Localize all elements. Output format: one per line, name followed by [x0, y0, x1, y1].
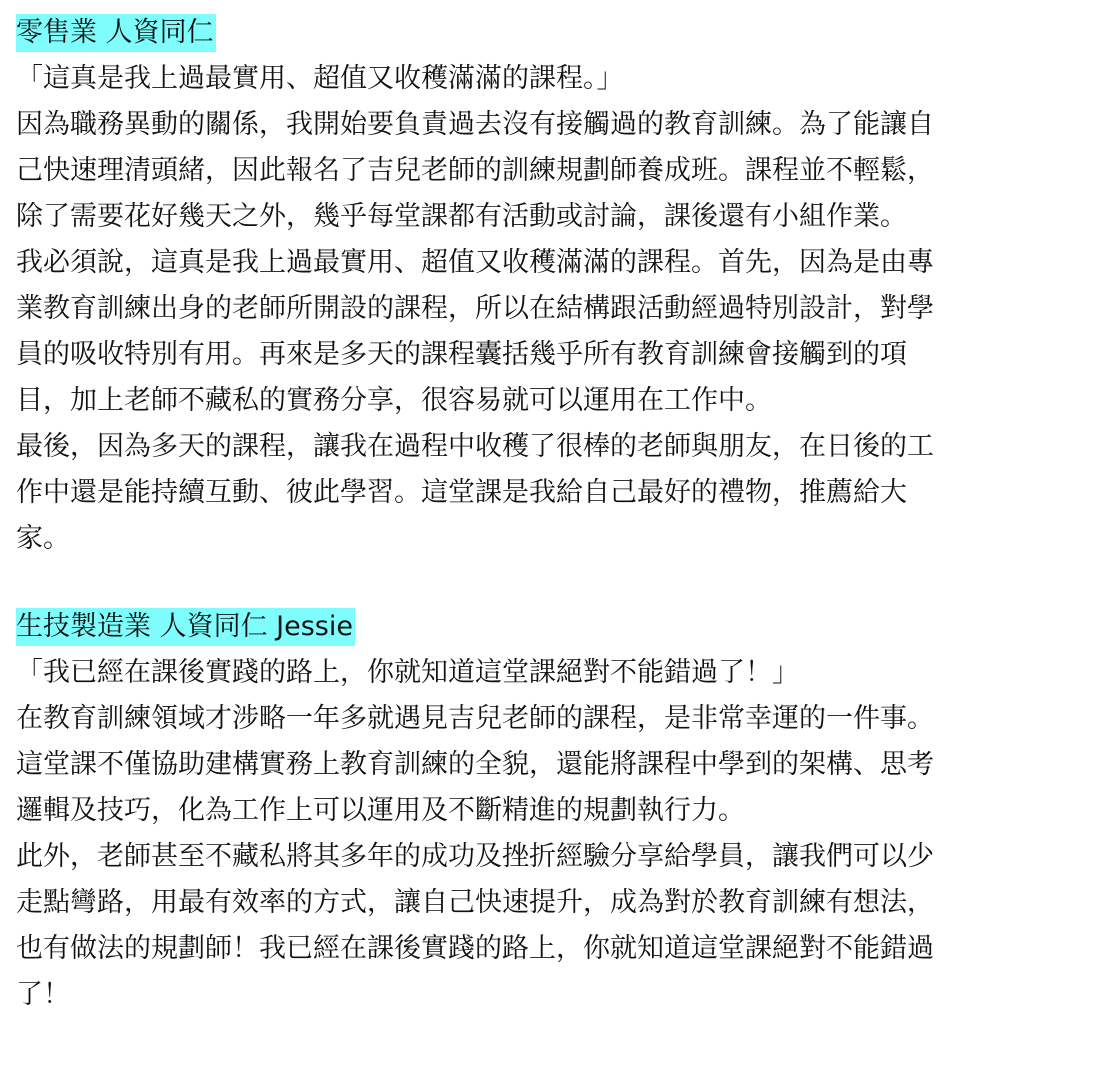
text-line: 目，加上老師不藏私的實務分享，很容易就可以運用在工作中。 — [16, 385, 772, 416]
text-line: 此外，老師甚至不藏私將其多年的成功及挫折經驗分享給學員，讓我們可以少 — [16, 841, 934, 872]
text-line: 在教育訓練領域才涉略一年多就遇見吉兒老師的課程，是非常幸運的一件事。 — [16, 703, 934, 734]
text-line: 了！ — [16, 979, 70, 1010]
text-line: 邏輯及技巧，化為工作上可以運用及不斷精進的規劃執行力。 — [16, 795, 745, 826]
text-line: 走點彎路，用最有效率的方式，讓自己快速提升，成為對於教育訓練有想法， — [16, 887, 934, 918]
text-line: 作中還是能持續互動、彼此學習。這堂課是我給自己最好的禮物，推薦給大 — [16, 477, 907, 508]
testimonial-paragraph — [16, 102, 1076, 240]
text-line: 我必須說，這真是我上過最實用、超值又收穫滿滿的課程。首先，因為是由專 — [16, 247, 934, 278]
text-line: 除了需要花好幾天之外，幾乎每堂課都有活動或討論，課後還有小組作業。 — [16, 201, 907, 232]
text-line: 這堂課不僅協助建構實務上教育訓練的全貌，還能將課程中學到的架構、思考 — [16, 749, 934, 780]
testimonial-quote: 「我已經在課後實踐的路上，你就知道這堂課絕對不能錯過了！」 — [16, 657, 799, 688]
text-line: 最後，因為多天的課程，讓我在過程中收穫了很棒的老師與朋友，在日後的工 — [16, 431, 934, 462]
testimonial-author: 零售業 人資同仁 — [16, 14, 216, 52]
text-line: 業教育訓練出身的老師所開設的課程，所以在結構跟活動經過特別設計，對學 — [16, 293, 934, 324]
text-line: 員的吸收特別有用。再來是多天的課程囊括幾乎所有教育訓練會接觸到的項 — [16, 339, 907, 370]
testimonials-page — [16, 14, 1076, 1018]
text-line: 家。 — [16, 523, 70, 554]
testimonial-retail — [16, 14, 1076, 562]
text-line: 也有做法的規劃師！我已經在課後實踐的路上，你就知道這堂課絕對不能錯過 — [16, 933, 934, 964]
testimonial-paragraph — [16, 834, 1076, 1018]
testimonial-biotech — [16, 608, 1076, 1018]
testimonial-quote: 「這真是我上過最實用、超值又收穫滿滿的課程。」 — [16, 63, 624, 94]
testimonial-paragraph — [16, 240, 1076, 424]
testimonial-paragraph — [16, 696, 1076, 834]
testimonial-paragraph — [16, 424, 1076, 562]
text-line: 己快速理清頭緒，因此報名了吉兒老師的訓練規劃師養成班。課程並不輕鬆， — [16, 155, 934, 186]
text-line: 因為職務異動的關係，我開始要負責過去沒有接觸過的教育訓練。為了能讓自 — [16, 109, 934, 140]
testimonial-author: 生技製造業 人資同仁 Jessie — [16, 608, 355, 646]
